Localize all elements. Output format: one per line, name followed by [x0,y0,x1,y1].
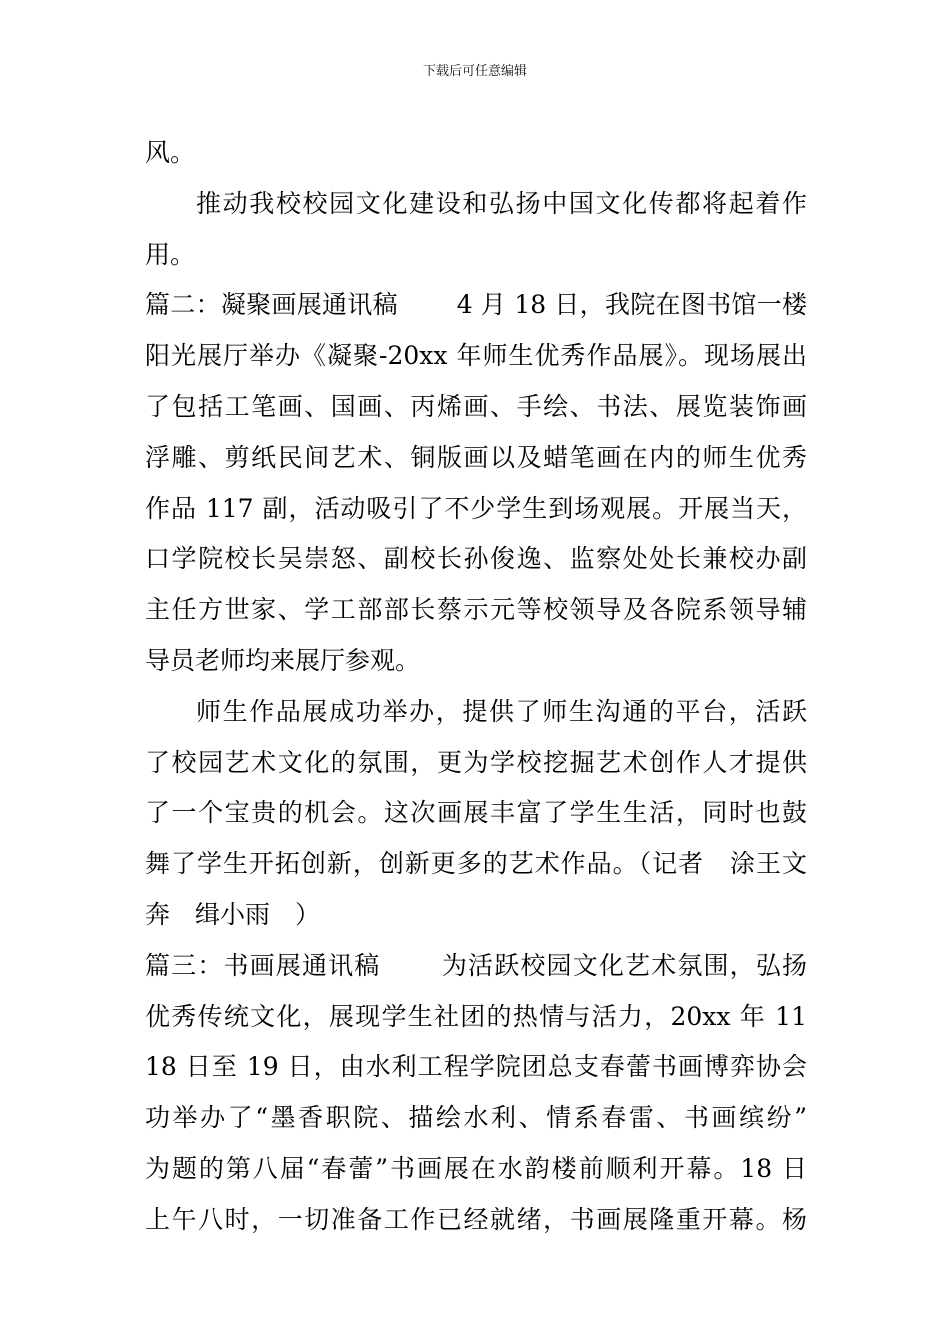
text-line: 推动我校校园文化建设和弘扬中国文化传都将起着作 [196,188,807,218]
text-line: 了包括工笔画、国画、丙烯画、手绘、书法、展览装饰画 [145,391,807,421]
text-line: 奔 缉小雨 ） [145,899,321,929]
text-line: 阳光展厅举办《凝聚-20xx 年师生优秀作品展》。现场展出 [145,341,807,371]
section-heading-line: 篇二：凝聚画展通讯稿 4 月 18 日，我院在图书馆一楼 [145,290,807,320]
text-line: 了校园艺术文化的氛围，更为学校挖掘艺术创作人才提供 [145,747,807,777]
text-line: 口学院校长吴崇怒、副校长孙俊逸、监察处处长兼校办副 [145,544,807,574]
text-line: 功举办了“墨香职院、描绘水利、情系春雷、书画缤纷” [145,1103,807,1133]
text-line: 作品 117 副，活动吸引了不少学生到场观展。开展当天， [145,493,807,523]
text-line: 了一个宝贵的机会。这次画展丰富了学生生活，同时也鼓 [145,798,807,828]
section-heading-line: 篇三：书画展通讯稿 为活跃校园文化艺术氛围，弘扬 [145,950,807,980]
text-line: 舞了学生开拓创新，创新更多的艺术作品。（记者 涂王文 [145,849,807,879]
text-line: 师生作品展成功举办，提供了师生沟通的平台，活跃 [196,696,807,726]
text-line: 导员老师均来展厅参观。 [145,645,421,675]
text-line: 浮雕、剪纸民间艺术、铜版画以及蜡笔画在内的师生优秀 [145,442,807,472]
document-body [145,128,807,1246]
text-line: 上午八时，一切准备工作已经就绪，书画展隆重开幕。杨 [145,1204,807,1234]
page-header: 下载后可任意编辑 [422,64,527,79]
text-line: 优秀传统文化，展现学生社团的热情与活力，20xx 年 11 [145,1001,807,1031]
text-line: 为题的第八届“春蕾”书画展在水韵楼前顺利开幕。18 日 [145,1153,807,1183]
text-line: 主任方世家、学工部部长蔡示元等校领导及各院系领导辅 [145,595,807,625]
text-line: 风。 [145,138,196,167]
text-line: 18 日至 19 日，由水利工程学院团总支春蕾书画博弈协会 [145,1052,807,1082]
text-line: 用。 [145,239,196,269]
